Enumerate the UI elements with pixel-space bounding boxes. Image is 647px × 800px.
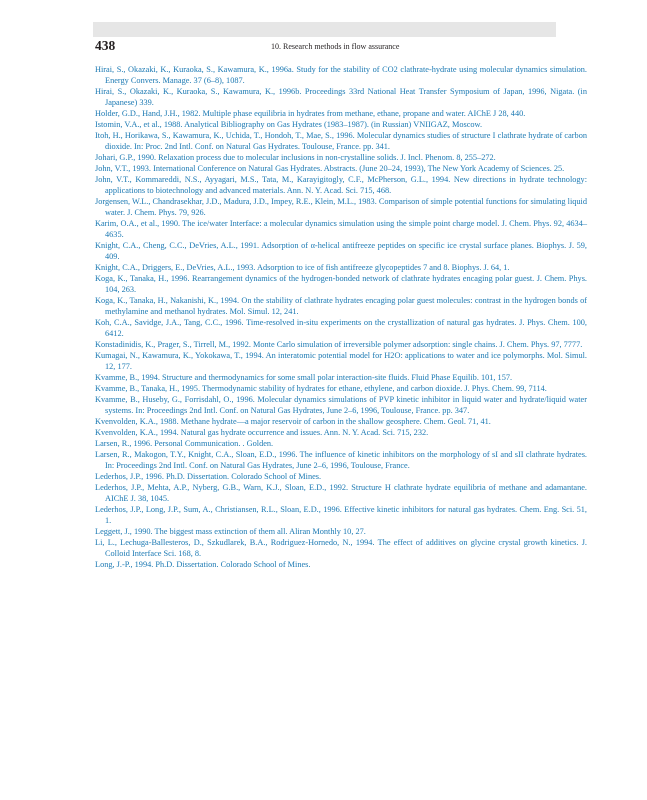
reference-entry: Larsen, R., Makogon, T.Y., Knight, C.A., Sloan, E.D., 1996. The influence of kinetic inhibitors on the morphology of sI and sII clathrate hydrates. In: Proceedings 2nd Intl. Conf. on Natural Gas Hydrates, June 2–6, 1996, Toulouse, France. [95,450,587,470]
reference-entry: Konstadinidis, K., Prager, S., Tirrell, M., 1992. Monte Carlo simulation of irreversible polymer adsorption: single chains. J. Chem. Phys. 97, 7777. [95,340,583,349]
reference-entry: Hirai, S., Okazaki, K., Kuraoka, S., Kawamura, K., 1996a. Study for the stability of CO2 clathrate-hydrate using molecular dynamics simulation. Energy Convers. Manage. 37 (6–8), 1087. [95,65,587,85]
reference-entry: Kvamme, B., Tanaka, H., 1995. Thermodynamic stability of hydrates for ethane, ethylene, and carbon dioxide. J. Phys. Chem. 99, 7114. [95,384,547,393]
page-number: 438 [95,38,116,53]
reference-entry: Karim, O.A., et al., 1990. The ice/water Interface: a molecular dynamics simulation using the simple point charge model. J. Chem. Phys. 92, 4634–4635. [95,219,587,239]
reference-entry: John, V.T., Kommareddi, N.S., Ayyagari, M.S., Tata, M., Karayigitogly, C.F., McPherson, G.L., 1994. New directions in hydrate technology: applications to biotechnology and advanced materials. Ann. N. Y. Acad. Sci. 715, 468. [95,175,587,195]
reference-entry: Jorgensen, W.L., Chandrasekhar, J.D., Madura, J.D., Impey, R.E., Klein, M.L., 1983. Comparison of simple potential functions for simulating liquid water. J. Chem. Phys. 79, 926. [95,197,587,217]
reference-entry: Kvenvolden, K.A., 1994. Natural gas hydrate occurrence and issues. Ann. N. Y. Acad. Sci. 715, 232. [95,428,429,437]
reference-entry: Itoh, H., Horikawa, S., Kawamura, K., Uchida, T., Hondoh, T., Mae, S., 1996. Molecular dynamics studies of structure I clathrate hydrate of carbon dioxide. In: Proc. 2nd Intl. Conf. on Natural Gas Hydrates. Toulouse, France. pp. 341. [95,131,587,151]
reference-entry: Koga, K., Tanaka, H., 1996. Rearrangement dynamics of the hydrogen-bonded network of clathrate hydrates encaging polar guest. J. Chem. Phys. 104, 263. [95,274,587,294]
reference-entry: Knight, C.A., Cheng, C.C., DeVries, A.L., 1991. Adsorption of α-helical antifreeze peptides on specific ice crystal surface planes. Biophys. J. 59, 409. [95,241,587,261]
reference-entry: Kvamme, B., 1994. Structure and thermodynamics for some small polar interaction-site fluids. Fluid Phase Equilib. 101, 157. [95,373,513,382]
reference-entry: Leggett, J., 1990. The biggest mass extinction of them all. Aliran Monthly 10, 27. [95,527,366,536]
reference-entry: Lederhos, J.P., 1996. Ph.D. Dissertation. Colorado School of Mines. [95,472,322,481]
reference-entry: Koga, K., Tanaka, H., Nakanishi, K., 1994. On the stability of clathrate hydrates encaging polar guest molecules: contrast in the hydrogen bonds of methylamine and methanol hydrates. Mol. Simul. 12, 241. [95,296,587,316]
reference-entry: Knight, C.A., Driggers, E., DeVries, A.L., 1993. Adsorption to ice of fish antifreeze glycopeptides 7 and 8. Biophys. J. 64, 1. [95,263,510,272]
reference-entry: Kvamme, B., Huseby, G., Forrisdahl, O., 1996. Molecular dynamics simulations of PVP kinetic inhibitor in liquid water and hydrate/liquid water systems. In: Proceedings 2nd Intl. Conf. on Natural Gas Hydrates, June 2–6, 1996, Toulouse, France. pp. 347. [95,395,587,415]
reference-entry: Kumagai, N., Kawamura, K., Yokokawa, T., 1994. An interatomic potential model for H2O: applications to water and ice polymorphs. Mol. Simul. 12, 177. [95,351,587,371]
reference-entry: Li, L., Lechuga-Ballesteros, D., Szkudlarek, B.A., Rodriguez-Hornedo, N., 1994. The effect of additives on glycine crystal growth kinetics. J. Colloid Interface Sci. 168, 8. [95,538,587,558]
reference-entry: Larsen, R., 1996. Personal Communication. . Golden. [95,439,274,448]
reference-entry: Johari, G.P., 1990. Relaxation process due to molecular inclusions in non-crystalline solids. J. Incl. Phenom. 8, 255–272. [95,153,496,162]
reference-entry: Lederhos, J.P., Long, J.P., Sum, A., Christiansen, R.L., Sloan, E.D., 1996. Effective kinetic inhibitors for natural gas hydrates. Chem. Eng. Sci. 51, 1. [95,505,587,525]
reference-entry: Holder, G.D., Hand, J.H., 1982. Multiple phase equilibria in hydrates from methane, ethane, propane and water. AIChE J 28, 440. [95,109,526,118]
running-head: 10. Research methods in flow assurance [271,42,400,51]
reference-entry: Long, J.-P., 1994. Ph.D. Dissertation. Colorado School of Mines. [95,560,311,569]
header-bar [93,22,556,37]
reference-entry: John, V.T., 1993. International Conference on Natural Gas Hydrates. Abstracts. (June 20–24, 1993), The New York Academy of Sciences. 25. [95,164,565,173]
reference-entry: Koh, C.A., Savidge, J.A., Tang, C.C., 1996. Time-resolved in-situ experiments on the crystallization of natural gas hydrates. J. Phys. Chem. 100, 6412. [95,318,587,338]
reference-list [95,64,587,570]
reference-entry: Lederhos, J.P., Mehta, A.P., Nyberg, G.B., Warn, K.J., Sloan, E.D., 1992. Structure H clathrate hydrate equilibria of methane and adamantane. AIChE J. 38, 1045. [95,483,587,503]
reference-entry: Hirai, S., Okazaki, K., Kuraoka, S., Kawamura, K., 1996b. Proceedings 33rd National Heat Transfer Symposium of Japan, 1996, Nigata. (in Japanese) 339. [95,87,587,107]
reference-entry: Kvenvolden, K.A., 1988. Methane hydrate—a major reservoir of carbon in the shallow geosphere. Chem. Geol. 71, 41. [95,417,491,426]
reference-entry: Istomin, V.A., et al., 1988. Analytical Bibliography on Gas Hydrates (1983–1987). (in Russian) VNIIGAZ, Moscow. [95,120,483,129]
